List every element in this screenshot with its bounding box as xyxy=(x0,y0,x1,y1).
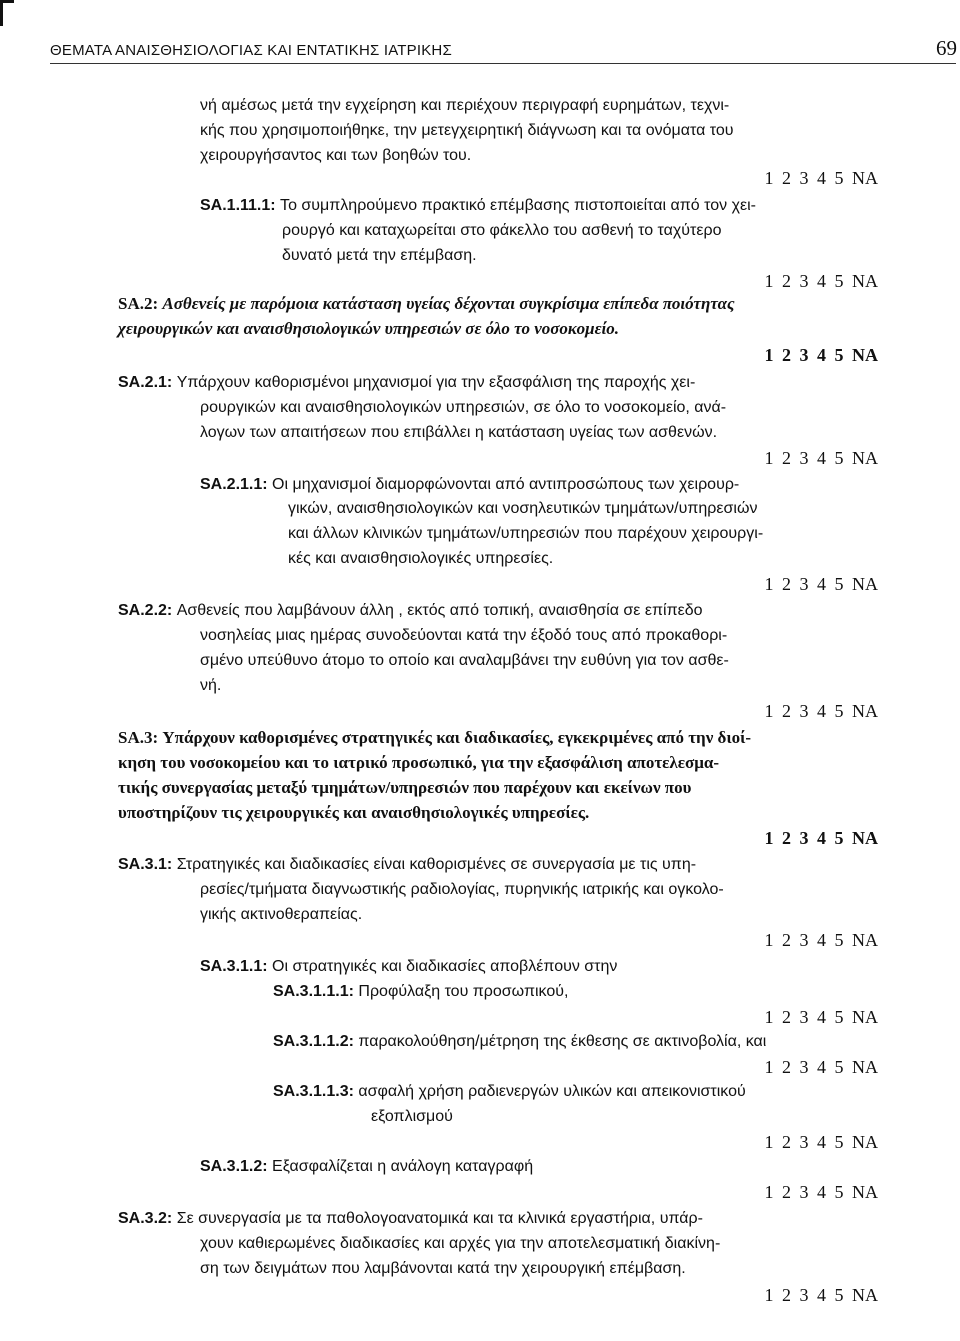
body-line: χειρουργικών και αναισθησιολογικών υπηρεσιών σε όλο το νοσοκομείο. xyxy=(118,319,620,338)
body-line: τικής συνεργασίας μεταξύ τμημάτων/υπηρεσιών που παρέχουν και εκείνων που xyxy=(118,778,692,797)
body-line: παρακολούθηση/μέτρηση της έκθεσης σε ακτινοβολία, και xyxy=(353,1033,767,1050)
body-line: εξοπλισμού xyxy=(371,1108,453,1125)
criterion-sa-3-1-1-1 xyxy=(273,981,568,1003)
criterion-code: SA.3: xyxy=(118,728,159,747)
criterion-sa-3-1 xyxy=(118,854,696,876)
body-line: γικών, αναισθησιολογικών και νοσηλευτικών τμημάτων/υπηρεσιών xyxy=(288,500,758,517)
rating-scale: 1 2 3 4 5 ΝΑ xyxy=(764,271,878,291)
rating-scale: 1 2 3 4 5 ΝΑ xyxy=(764,1057,878,1077)
body-line: νοσηλείας μιας ημέρας συνοδεύονται κατά την έξοδό τους από προκαθορι- xyxy=(200,627,728,644)
body-line: Οι μηχανισμοί διαμορφώνονται από αντιπροσώπους των χειρουρ- xyxy=(267,476,740,493)
criterion-sa-2-1-1 xyxy=(200,474,739,496)
body-line: Υπάρχουν καθορισμένοι μηχανισμοί για την εξασφάλιση της παροχής χει- xyxy=(172,374,696,391)
criterion-sa-3-2 xyxy=(118,1208,703,1230)
body-line: νή αμέσως μετά την εγχείρηση και περιέχουν περιγραφή ευρημάτων, τεχνι- xyxy=(200,97,730,114)
rating-scale: 1 2 3 4 5 ΝΑ xyxy=(764,574,878,594)
rating-scale: 1 2 3 4 5 ΝΑ xyxy=(764,168,878,188)
criterion-code: SA.2.1.1: xyxy=(200,476,268,493)
criterion-sa-3 xyxy=(118,727,751,749)
criterion-sa-2-1 xyxy=(118,372,695,394)
criterion-code: SA.2.1: xyxy=(118,374,173,391)
header-rule xyxy=(50,63,956,64)
criterion-sa-2 xyxy=(118,293,735,315)
rating-scale: 1 2 3 4 5 ΝΑ xyxy=(764,448,878,468)
body-line: υποστηρίζουν τις χειρουργικές και αναισθησιολογικές υπηρεσίες. xyxy=(118,803,590,822)
body-line: ασφαλή χρήση ραδιενεργών υλικών και απεικονιστικού xyxy=(353,1083,746,1100)
criterion-sa-3-1-1-2 xyxy=(273,1031,766,1053)
body-line: Προφύλαξη του προσωπικού, xyxy=(353,983,569,1000)
rating-scale: 1 2 3 4 5 ΝΑ xyxy=(764,701,878,721)
rating-scale: 1 2 3 4 5 ΝΑ xyxy=(764,1182,878,1202)
body-line: σμένο υπεύθυνο άτομο το οποίο και αναλαμβάνει την ευθύνη για τον ασθε- xyxy=(200,652,729,669)
criterion-code: SA.3.1.1.3: xyxy=(273,1083,354,1100)
body-line: Το συμπληρούμενο πρακτικό επέμβασης πιστοποιείται από τον χει- xyxy=(275,197,756,214)
criterion-code: SA.3.1.1: xyxy=(200,958,268,975)
criterion-code: SA.1.11.1: xyxy=(200,197,276,214)
running-header: ΘΕΜΑΤΑ ΑΝΑΙΣΘΗΣΙΟΛΟΓΙΑΣ ΚΑΙ ΕΝΤΑΤΙΚΗΣ ΙΑΤΡΙΚΗΣ xyxy=(50,42,452,59)
body-line: δυνατό μετά την επέμβαση. xyxy=(282,247,477,264)
rating-scale: 1 2 3 4 5 ΝΑ xyxy=(764,1007,878,1027)
body-line: κές και αναισθησιολογικές υπηρεσίες. xyxy=(288,550,554,567)
body-line: ρουργό και καταχωρείται στο φάκελλο του ασθενή το ταχύτερο xyxy=(282,222,722,239)
criterion-code: SA.3.2: xyxy=(118,1210,173,1227)
rating-scale: 1 2 3 4 5 ΝΑ xyxy=(764,1132,878,1152)
criterion-sa-3-1-1 xyxy=(200,956,617,978)
criterion-code: SA.2: xyxy=(118,294,159,313)
body-line: Ασθενείς με παρόμοια κατάσταση υγείας δέχονται συγκρίσιμα επίπεδα ποιότητας xyxy=(158,294,735,313)
criterion-code: SA.3.1.2: xyxy=(200,1158,268,1175)
body-line: νή. xyxy=(200,677,222,694)
body-line: λογων των απαιτήσεων που επιβάλλει η κατάσταση υγείας των ασθενών. xyxy=(200,424,718,441)
body-line: ρουργικών και αναισθησιολογικών υπηρεσιών, σε όλο το νοσοκομείο, ανά- xyxy=(200,399,727,416)
criterion-sa-2-2 xyxy=(118,600,703,622)
rating-scale: 1 2 3 4 5 ΝΑ xyxy=(764,930,878,950)
body-line: κής που χρησιμοποιήθηκε, την μετεγχειρητική διάγνωση και τα ονόματα του xyxy=(200,122,734,139)
body-line: Σε συνεργασία με τα παθολογοανατομικά και τα κλινικά εργαστήρια, υπάρ- xyxy=(172,1210,703,1227)
criterion-code: SA.3.1.1.1: xyxy=(273,983,354,1000)
criterion-code: SA.3.1.1.2: xyxy=(273,1033,354,1050)
body-line: κηση του νοσοκομείου και το ιατρικό προσωπικό, για την εξασφάλιση αποτελεσμα- xyxy=(118,753,720,772)
rating-scale: 1 2 3 4 5 ΝΑ xyxy=(764,828,878,848)
criterion-code: SA.2.2: xyxy=(118,602,173,619)
criterion-code: SA.3.1: xyxy=(118,856,173,873)
body-line: ρεσίες/τμήματα διαγνωστικής ραδιολογίας, πυρηνικής ιατρικής και ογκολο- xyxy=(200,881,724,898)
corner-mark xyxy=(0,0,3,26)
body-line: Οι στρατηγικές και διαδικασίες αποβλέπουν στην xyxy=(267,958,618,975)
rating-scale: 1 2 3 4 5 ΝΑ xyxy=(764,1285,878,1305)
body-line: Ασθενείς που λαμβάνουν άλλη , εκτός από τοπική, αναισθησία σε επίπεδο xyxy=(172,602,703,619)
body-line: Εξασφαλίζεται η ανάλογη καταγραφή xyxy=(267,1158,534,1175)
rating-scale: 1 2 3 4 5 ΝΑ xyxy=(764,345,878,365)
body-line: χειρουργήσαντος και των βοηθών του. xyxy=(200,147,472,164)
body-line: και άλλων κλινικών τμημάτων/υπηρεσιών που παρέχουν χειρουργι- xyxy=(288,525,764,542)
body-line: Υπάρχουν καθορισμένες στρατηγικές και διαδικασίες, εγκεκριμένες από την διοί- xyxy=(158,728,752,747)
criterion-sa-3-1-1-3 xyxy=(273,1081,746,1103)
criterion-sa-1-11-1 xyxy=(200,195,756,217)
body-line: Στρατηγικές και διαδικασίες είναι καθορισμένες σε συνεργασία με τις υπη- xyxy=(172,856,697,873)
body-line: γικής ακτινοθεραπείας. xyxy=(200,906,363,923)
body-line: χουν καθιερωμένες διαδικασίες και αρχές για την αποτελεσματική διακίνη- xyxy=(200,1235,721,1252)
body-line: ση των δειγμάτων που λαμβάνονται κατά την χειρουργική επέμβαση. xyxy=(200,1260,686,1277)
page-number: 69 xyxy=(936,36,957,60)
criterion-sa-3-1-2 xyxy=(200,1156,533,1178)
